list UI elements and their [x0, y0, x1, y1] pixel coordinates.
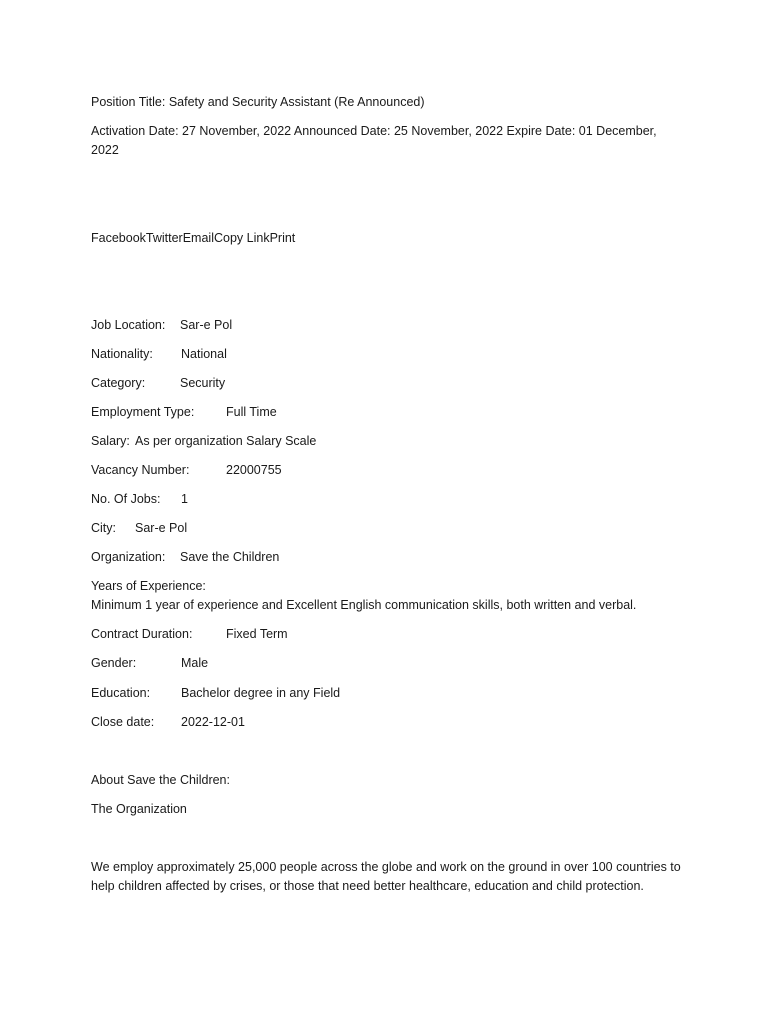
detail-label: Salary: — [91, 434, 130, 448]
detail-category — [91, 374, 226, 393]
detail-gender — [91, 654, 209, 673]
detail-label: Gender: — [91, 656, 137, 670]
about-subheading: The Organization — [91, 802, 187, 816]
detail-city — [91, 519, 188, 538]
detail-salary — [91, 432, 317, 451]
detail-value: 22000755 — [226, 463, 282, 477]
copy-link[interactable]: Copy Link — [213, 231, 270, 245]
twitter-link[interactable]: Twitter — [145, 231, 183, 245]
detail-label: Nationality: — [91, 347, 153, 361]
detail-value: As per organization Salary Scale — [135, 434, 317, 448]
detail-no-of-jobs — [91, 490, 188, 509]
detail-job-location — [91, 316, 233, 335]
detail-years-of-experience — [91, 577, 681, 615]
detail-label: Organization: — [91, 550, 166, 564]
detail-vacancy-number — [91, 461, 282, 480]
detail-label: Vacancy Number: — [91, 463, 190, 477]
detail-label: No. Of Jobs: — [91, 492, 161, 506]
detail-value: Male — [181, 656, 209, 670]
detail-value: Minimum 1 year of experience and Excellent English communication skills, both written and verbal. — [91, 598, 637, 612]
print-link[interactable]: Print — [269, 231, 296, 245]
detail-label: Employment Type: — [91, 405, 195, 419]
detail-label: City: — [91, 521, 116, 535]
detail-value: 2022-12-01 — [181, 715, 245, 729]
detail-value: Fixed Term — [226, 627, 288, 641]
dates-line: Activation Date: 27 November, 2022 Announced Date: 25 November, 2022 Expire Date: 01 December, 2022 — [91, 124, 657, 157]
position-title: Position Title: Safety and Security Assistant (Re Announced) — [91, 95, 425, 109]
detail-label: Category: — [91, 376, 146, 390]
about-paragraph: We employ approximately 25,000 people across the globe and work on the ground in over 100 countries to help children affected by crises, or those that need better healthcare, education and child protection. — [91, 860, 681, 893]
detail-label: Close date: — [91, 715, 155, 729]
detail-value: Security — [180, 376, 226, 390]
detail-organization — [91, 548, 280, 567]
detail-value: Sar-e Pol — [135, 521, 188, 535]
detail-value: National — [181, 347, 227, 361]
detail-label: Contract Duration: — [91, 627, 193, 641]
detail-close-date — [91, 713, 245, 732]
detail-label: Years of Experience: — [91, 579, 206, 593]
detail-value: Sar-e Pol — [180, 318, 233, 332]
detail-value: 1 — [181, 492, 188, 506]
detail-label: Education: — [91, 686, 151, 700]
detail-contract-duration — [91, 625, 288, 644]
detail-label: Job Location: — [91, 318, 166, 332]
detail-value: Full Time — [226, 405, 277, 419]
email-link[interactable]: Email — [182, 231, 214, 245]
detail-value: Save the Children — [180, 550, 280, 564]
facebook-link[interactable]: Facebook — [91, 231, 146, 245]
share-links — [91, 229, 295, 248]
detail-employment-type — [91, 403, 277, 422]
about-heading: About Save the Children: — [91, 773, 230, 787]
detail-education — [91, 684, 341, 703]
detail-value: Bachelor degree in any Field — [181, 686, 341, 700]
detail-nationality — [91, 345, 227, 364]
